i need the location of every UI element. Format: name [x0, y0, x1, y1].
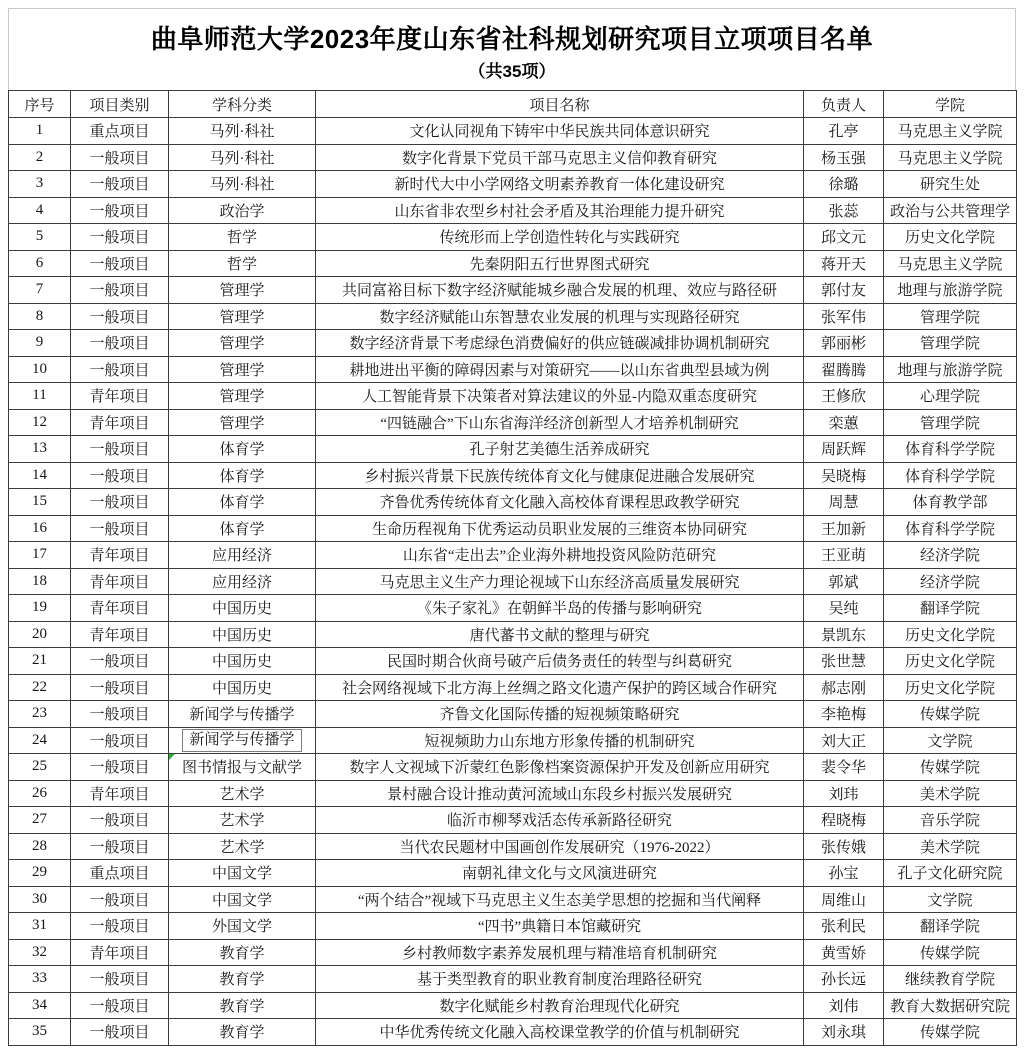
cell-seq: 12	[9, 409, 71, 436]
page-subtitle: （共35项）	[468, 62, 556, 81]
cell-leader: 周维山	[804, 886, 884, 913]
cell-discipline: 艺术学	[169, 807, 316, 834]
cell-name: 基于类型教育的职业教育制度治理路径研究	[316, 966, 804, 993]
cell-seq: 35	[9, 1019, 71, 1046]
cell-name: 齐鲁优秀传统体育文化融入高校体育课程思政教学研究	[316, 489, 804, 516]
cell-category: 一般项目	[71, 277, 169, 304]
table-row	[9, 913, 1017, 940]
cell-discipline: 新闻学与传播学	[169, 701, 316, 728]
cell-discipline: 教育学	[169, 939, 316, 966]
table-row	[9, 515, 1017, 542]
cell-name: 唐代蕃书文献的整理与研究	[316, 621, 804, 648]
table-row	[9, 568, 1017, 595]
table-row	[9, 727, 1017, 754]
cell-college: 文学院	[884, 727, 1017, 754]
cell-college: 管理学院	[884, 409, 1017, 436]
cell-leader: 刘伟	[804, 992, 884, 1019]
cell-discipline: 哲学	[169, 224, 316, 251]
cell-category: 一般项目	[71, 807, 169, 834]
cell-category: 一般项目	[71, 833, 169, 860]
cell-discipline: 体育学	[169, 515, 316, 542]
cell-discipline: 中国文学	[169, 886, 316, 913]
cell-seq: 33	[9, 966, 71, 993]
table-row	[9, 780, 1017, 807]
cell-college: 美术学院	[884, 833, 1017, 860]
green-corner-indicator	[169, 754, 175, 760]
cell-category: 一般项目	[71, 330, 169, 357]
cell-name: 临沂市柳琴戏活态传承新路径研究	[316, 807, 804, 834]
cell-discipline: 政治学	[169, 197, 316, 224]
cell-college: 研究生处	[884, 171, 1017, 198]
table-row	[9, 303, 1017, 330]
cell-category: 一般项目	[71, 171, 169, 198]
column-header-seq: 序号	[9, 91, 71, 118]
cell-college: 传媒学院	[884, 701, 1017, 728]
cell-seq: 29	[9, 860, 71, 887]
cell-category: 重点项目	[71, 118, 169, 145]
cell-seq: 13	[9, 436, 71, 463]
cell-discipline: 中国历史	[169, 674, 316, 701]
cell-seq: 30	[9, 886, 71, 913]
cell-leader: 郭丽彬	[804, 330, 884, 357]
table-row	[9, 118, 1017, 145]
cell-leader: 蒋开天	[804, 250, 884, 277]
cell-leader: 吴晓梅	[804, 462, 884, 489]
cell-category: 青年项目	[71, 939, 169, 966]
table-row	[9, 754, 1017, 781]
table-row	[9, 807, 1017, 834]
cell-discipline: 图书情报与文献学	[169, 754, 316, 781]
cell-college: 传媒学院	[884, 754, 1017, 781]
cell-category: 一般项目	[71, 727, 169, 754]
cell-name: 当代农民题材中国画创作发展研究（1976-2022）	[316, 833, 804, 860]
cell-leader: 周慧	[804, 489, 884, 516]
cell-college: 翻译学院	[884, 913, 1017, 940]
cell-leader: 孙长远	[804, 966, 884, 993]
table-row	[9, 489, 1017, 516]
cell-discipline: 管理学	[169, 409, 316, 436]
table-body	[9, 118, 1017, 1046]
cell-seq: 8	[9, 303, 71, 330]
cell-leader: 李艳梅	[804, 701, 884, 728]
cell-discipline: 中国文学	[169, 860, 316, 887]
cell-category: 一般项目	[71, 674, 169, 701]
cell-seq: 17	[9, 542, 71, 569]
cell-name: 山东省“走出去”企业海外耕地投资风险防范研究	[316, 542, 804, 569]
cell-category: 一般项目	[71, 754, 169, 781]
cell-name: 新时代大中小学网络文明素养教育一体化建设研究	[316, 171, 804, 198]
cell-category: 青年项目	[71, 568, 169, 595]
cell-name: 孔子射艺美德生活养成研究	[316, 436, 804, 463]
cell-discipline: 管理学	[169, 303, 316, 330]
cell-category: 一般项目	[71, 303, 169, 330]
cell-category: 一般项目	[71, 913, 169, 940]
cell-discipline	[169, 727, 316, 754]
cell-college: 历史文化学院	[884, 648, 1017, 675]
cell-discipline: 管理学	[169, 277, 316, 304]
cell-college: 体育科学学院	[884, 436, 1017, 463]
cell-college: 经济学院	[884, 542, 1017, 569]
cell-seq: 16	[9, 515, 71, 542]
table-row	[9, 939, 1017, 966]
cell-leader: 孔亭	[804, 118, 884, 145]
cell-category: 青年项目	[71, 409, 169, 436]
cell-category: 一般项目	[71, 701, 169, 728]
cell-category: 青年项目	[71, 621, 169, 648]
cell-seq: 4	[9, 197, 71, 224]
cell-seq: 2	[9, 144, 71, 171]
table-row	[9, 144, 1017, 171]
cell-category: 重点项目	[71, 860, 169, 887]
column-header-college: 学院	[884, 91, 1017, 118]
cell-discipline: 体育学	[169, 436, 316, 463]
cell-name: “两个结合”视域下马克思主义生态美学思想的挖掘和当代阐释	[316, 886, 804, 913]
cell-leader: 王加新	[804, 515, 884, 542]
cell-leader: 张利民	[804, 913, 884, 940]
cell-leader: 王修欣	[804, 383, 884, 410]
table-row	[9, 224, 1017, 251]
cell-leader: 张世慧	[804, 648, 884, 675]
cell-discipline: 教育学	[169, 966, 316, 993]
column-header-discipline: 学科分类	[169, 91, 316, 118]
table-row	[9, 436, 1017, 463]
cell-name: “四书”典籍日本馆藏研究	[316, 913, 804, 940]
cell-discipline: 体育学	[169, 462, 316, 489]
cell-seq: 27	[9, 807, 71, 834]
table-row	[9, 383, 1017, 410]
cell-leader: 刘大正	[804, 727, 884, 754]
cell-category: 一般项目	[71, 489, 169, 516]
cell-name: 马克思主义生产力理论视域下山东经济高质量发展研究	[316, 568, 804, 595]
cell-name: 数字经济赋能山东智慧农业发展的机理与实现路径研究	[316, 303, 804, 330]
cell-name: 数字人文视域下沂蒙红色影像档案资源保护开发及创新应用研究	[316, 754, 804, 781]
cell-category: 青年项目	[71, 780, 169, 807]
cell-category: 一般项目	[71, 966, 169, 993]
cell-seq: 22	[9, 674, 71, 701]
cell-leader: 黄雪娇	[804, 939, 884, 966]
cell-college: 传媒学院	[884, 939, 1017, 966]
cell-category: 一般项目	[71, 886, 169, 913]
cell-seq: 9	[9, 330, 71, 357]
cell-name: 先秦阴阳五行世界图式研究	[316, 250, 804, 277]
cell-discipline: 中国历史	[169, 621, 316, 648]
cell-seq: 18	[9, 568, 71, 595]
cell-name: 社会网络视域下北方海上丝绸之路文化遗产保护的跨区域合作研究	[316, 674, 804, 701]
boxed-cell-text: 新闻学与传播学	[182, 729, 301, 752]
cell-seq: 5	[9, 224, 71, 251]
cell-college: 翻译学院	[884, 595, 1017, 622]
cell-college: 传媒学院	[884, 1019, 1017, 1046]
cell-category: 一般项目	[71, 250, 169, 277]
cell-name: “四链融合”下山东省海洋经济创新型人才培养机制研究	[316, 409, 804, 436]
cell-name: 《朱子家礼》在朝鲜半岛的传播与影响研究	[316, 595, 804, 622]
cell-college: 地理与旅游学院	[884, 356, 1017, 383]
cell-name: 传统形而上学创造性转化与实践研究	[316, 224, 804, 251]
cell-leader: 景凯东	[804, 621, 884, 648]
table-row	[9, 621, 1017, 648]
cell-category: 一般项目	[71, 356, 169, 383]
cell-college: 继续教育学院	[884, 966, 1017, 993]
cell-name: 乡村振兴背景下民族传统体育文化与健康促进融合发展研究	[316, 462, 804, 489]
cell-college: 马克思主义学院	[884, 118, 1017, 145]
cell-name: 山东省非农型乡村社会矛盾及其治理能力提升研究	[316, 197, 804, 224]
cell-discipline: 管理学	[169, 356, 316, 383]
cell-college: 教育大数据研究院	[884, 992, 1017, 1019]
cell-discipline: 教育学	[169, 1019, 316, 1046]
table-row	[9, 701, 1017, 728]
table-row	[9, 1019, 1017, 1046]
cell-seq: 7	[9, 277, 71, 304]
cell-name: 耕地进出平衡的障碍因素与对策研究——以山东省典型县域为例	[316, 356, 804, 383]
cell-leader: 郭斌	[804, 568, 884, 595]
page-title: 曲阜师范大学2023年度山东省社科规划研究项目立项项目名单	[150, 24, 874, 54]
cell-college: 历史文化学院	[884, 224, 1017, 251]
cell-seq: 23	[9, 701, 71, 728]
cell-name: 数字化背景下党员干部马克思主义信仰教育研究	[316, 144, 804, 171]
cell-leader: 孙宝	[804, 860, 884, 887]
cell-category: 一般项目	[71, 462, 169, 489]
cell-discipline: 中国历史	[169, 595, 316, 622]
cell-name: 南朝礼律文化与文风演进研究	[316, 860, 804, 887]
cell-college: 体育科学学院	[884, 462, 1017, 489]
cell-discipline: 艺术学	[169, 780, 316, 807]
table-row	[9, 886, 1017, 913]
projects-table	[8, 90, 1017, 1046]
cell-name: 民国时期合伙商号破产后债务责任的转型与纠葛研究	[316, 648, 804, 675]
column-header-category: 项目类别	[71, 91, 169, 118]
table-row	[9, 197, 1017, 224]
cell-college: 政治与公共管理学	[884, 197, 1017, 224]
cell-leader: 裴令华	[804, 754, 884, 781]
cell-college: 地理与旅游学院	[884, 277, 1017, 304]
cell-college: 管理学院	[884, 330, 1017, 357]
cell-discipline: 艺术学	[169, 833, 316, 860]
cell-college: 马克思主义学院	[884, 144, 1017, 171]
title-block	[8, 8, 1016, 90]
table-row	[9, 966, 1017, 993]
cell-discipline: 体育学	[169, 489, 316, 516]
cell-leader: 吴纯	[804, 595, 884, 622]
cell-seq: 15	[9, 489, 71, 516]
cell-discipline: 管理学	[169, 383, 316, 410]
cell-discipline: 中国历史	[169, 648, 316, 675]
cell-college: 美术学院	[884, 780, 1017, 807]
cell-category: 青年项目	[71, 595, 169, 622]
cell-seq: 31	[9, 913, 71, 940]
cell-college: 音乐学院	[884, 807, 1017, 834]
cell-discipline: 应用经济	[169, 542, 316, 569]
table-row	[9, 409, 1017, 436]
cell-leader: 杨玉强	[804, 144, 884, 171]
cell-college: 体育教学部	[884, 489, 1017, 516]
cell-college: 体育科学学院	[884, 515, 1017, 542]
cell-seq: 19	[9, 595, 71, 622]
cell-seq: 1	[9, 118, 71, 145]
cell-seq: 25	[9, 754, 71, 781]
cell-name: 乡村教师数字素养发展机理与精准培育机制研究	[316, 939, 804, 966]
cell-college: 历史文化学院	[884, 621, 1017, 648]
cell-seq: 14	[9, 462, 71, 489]
table-row	[9, 462, 1017, 489]
cell-college: 管理学院	[884, 303, 1017, 330]
table-row	[9, 356, 1017, 383]
cell-name: 文化认同视角下铸牢中华民族共同体意识研究	[316, 118, 804, 145]
cell-leader: 郭付友	[804, 277, 884, 304]
cell-leader: 栾蕙	[804, 409, 884, 436]
table-row	[9, 833, 1017, 860]
cell-name: 数字化赋能乡村教育治理现代化研究	[316, 992, 804, 1019]
cell-seq: 32	[9, 939, 71, 966]
cell-leader: 翟腾腾	[804, 356, 884, 383]
cell-leader: 邱文元	[804, 224, 884, 251]
header-row	[9, 91, 1017, 118]
cell-category: 一般项目	[71, 648, 169, 675]
cell-category: 青年项目	[71, 383, 169, 410]
cell-discipline: 应用经济	[169, 568, 316, 595]
cell-leader: 刘永琪	[804, 1019, 884, 1046]
table-row	[9, 250, 1017, 277]
cell-leader: 张蕊	[804, 197, 884, 224]
table-row	[9, 171, 1017, 198]
column-header-name: 项目名称	[316, 91, 804, 118]
cell-category: 青年项目	[71, 542, 169, 569]
cell-name: 数字经济背景下考虑绿色消费偏好的供应链碳减排协调机制研究	[316, 330, 804, 357]
table-row	[9, 330, 1017, 357]
document-sheet	[8, 8, 1016, 1046]
cell-seq: 21	[9, 648, 71, 675]
cell-category: 一般项目	[71, 515, 169, 542]
cell-seq: 11	[9, 383, 71, 410]
cell-category: 一般项目	[71, 197, 169, 224]
cell-seq: 26	[9, 780, 71, 807]
cell-category: 一般项目	[71, 992, 169, 1019]
cell-discipline: 马列·科社	[169, 118, 316, 145]
table-row	[9, 648, 1017, 675]
cell-seq: 34	[9, 992, 71, 1019]
table-row	[9, 860, 1017, 887]
cell-leader: 张军伟	[804, 303, 884, 330]
cell-college: 经济学院	[884, 568, 1017, 595]
cell-discipline: 哲学	[169, 250, 316, 277]
cell-leader: 刘玮	[804, 780, 884, 807]
cell-name: 景村融合设计推动黄河流域山东段乡村振兴发展研究	[316, 780, 804, 807]
cell-category: 一般项目	[71, 224, 169, 251]
cell-college: 孔子文化研究院	[884, 860, 1017, 887]
cell-college: 历史文化学院	[884, 674, 1017, 701]
cell-category: 一般项目	[71, 144, 169, 171]
table-row	[9, 277, 1017, 304]
cell-seq: 20	[9, 621, 71, 648]
cell-name: 共同富裕目标下数字经济赋能城乡融合发展的机理、效应与路径研	[316, 277, 804, 304]
cell-name: 中华优秀传统文化融入高校课堂教学的价值与机制研究	[316, 1019, 804, 1046]
cell-seq: 24	[9, 727, 71, 754]
cell-discipline: 外国文学	[169, 913, 316, 940]
cell-name: 生命历程视角下优秀运动员职业发展的三维资本协同研究	[316, 515, 804, 542]
table-row	[9, 595, 1017, 622]
cell-discipline: 管理学	[169, 330, 316, 357]
cell-category: 一般项目	[71, 1019, 169, 1046]
cell-leader: 徐璐	[804, 171, 884, 198]
cell-category: 一般项目	[71, 436, 169, 463]
cell-name: 短视频助力山东地方形象传播的机制研究	[316, 727, 804, 754]
cell-college: 心理学院	[884, 383, 1017, 410]
cell-leader: 王亚萌	[804, 542, 884, 569]
cell-leader: 程晓梅	[804, 807, 884, 834]
cell-college: 马克思主义学院	[884, 250, 1017, 277]
column-header-leader: 负责人	[804, 91, 884, 118]
cell-seq: 28	[9, 833, 71, 860]
cell-discipline: 马列·科社	[169, 144, 316, 171]
table-row	[9, 674, 1017, 701]
cell-discipline: 教育学	[169, 992, 316, 1019]
cell-leader: 郝志刚	[804, 674, 884, 701]
cell-discipline: 马列·科社	[169, 171, 316, 198]
cell-leader: 张传娥	[804, 833, 884, 860]
table-header	[9, 91, 1017, 118]
table-row	[9, 992, 1017, 1019]
cell-college: 文学院	[884, 886, 1017, 913]
table-row	[9, 542, 1017, 569]
cell-seq: 3	[9, 171, 71, 198]
cell-seq: 6	[9, 250, 71, 277]
cell-leader: 周跃辉	[804, 436, 884, 463]
cell-name: 齐鲁文化国际传播的短视频策略研究	[316, 701, 804, 728]
cell-seq: 10	[9, 356, 71, 383]
cell-name: 人工智能背景下决策者对算法建议的外显-内隐双重态度研究	[316, 383, 804, 410]
